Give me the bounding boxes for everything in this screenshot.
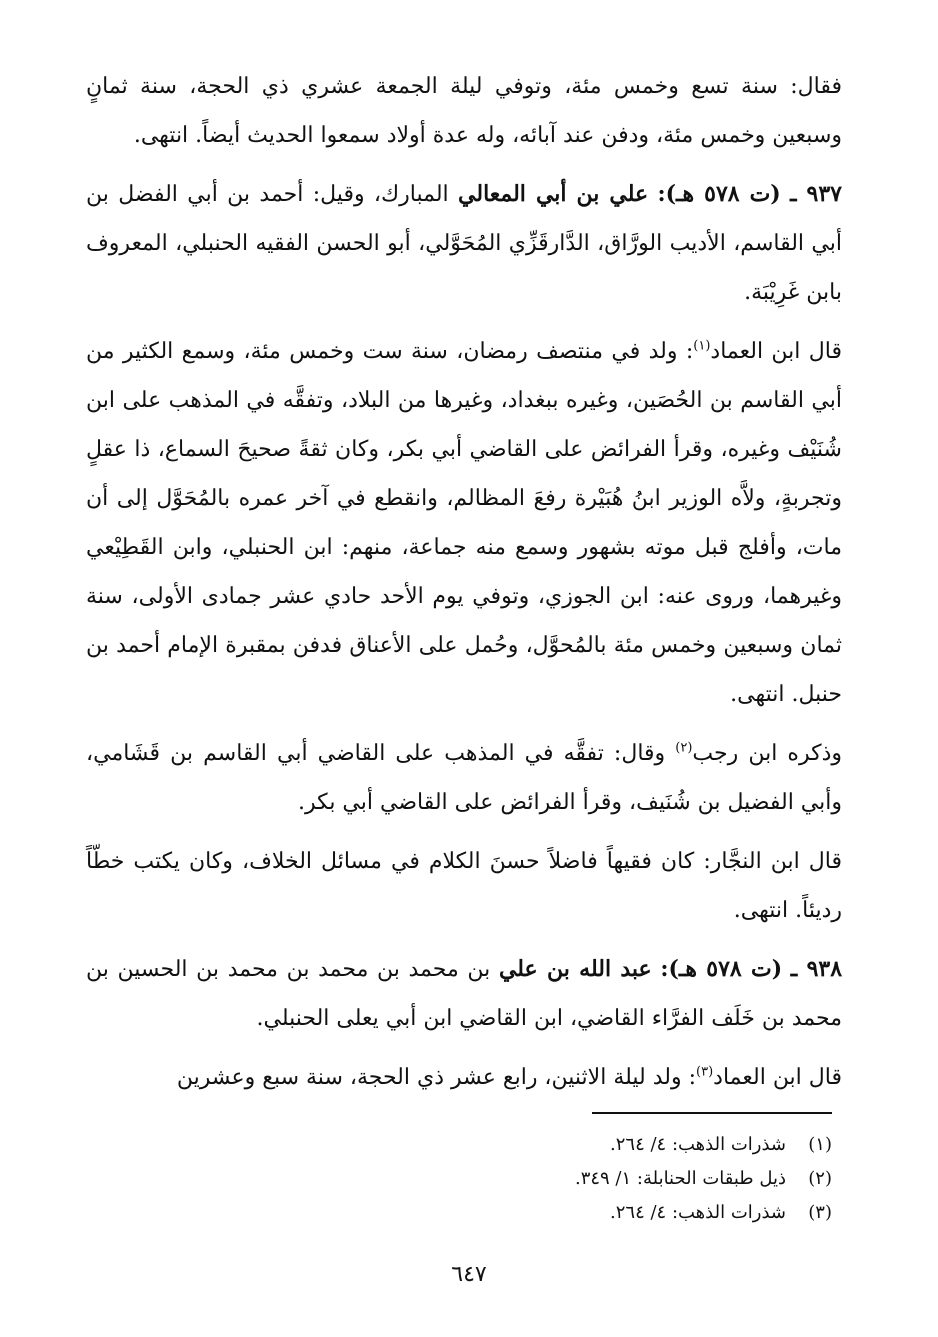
footnote-text: ذيل طبقات الحنابلة: ١/ ٣٤٩. [574,1168,786,1189]
entry-name: علي بن أبي المعالي [458,181,649,207]
entry-text: المبارك، وقيل: أحمد بن أبي الفضل بن أبي القاسم، الأديب الورَّاق، الدَّارقَزِّي المُحَوَّلي، أبو الحسن الفقيه الحنبلي، المعروف بابن غَرِيْبَة. [86,182,842,305]
entry-937 [86,170,842,317]
footnote-2 [132,1162,832,1196]
footnote-ref-3[interactable]: (٣) [696,1064,714,1080]
footnote-1 [132,1128,832,1162]
footnotes [132,1128,832,1230]
paragraph-text: : ولد ليلة الاثنين، رابع عشر ذي الحجة، سنة سبع وعشرين [176,1065,697,1090]
footnote-text: شذرات الذهب: ٤/ ٢٦٤. [610,1134,786,1155]
paragraph-5-text: قال ابن النجَّار: كان فقيهاً فاضلاً حسنَ الكلام في مسائل الخلاف، وكان يكتب خطّاً رديئاً. انتهى. [86,849,842,923]
paragraph-text: : ولد في منتصف رمضان، سنة ست وخمس مئة، وسمع الكثير من أبي القاسم بن الحُصَين، وغيره ببغداد، وغيرها من البلاد، وتفقَّه في المذهب على ابن شُنَيْف وغيره، وقرأ الفرائض على القاضي أبي بكر، وكان ثقةً صحيحَ السماع، ذا عقلٍ وتجربةٍ، ولاَّه الوزير ابنُ هُبَيْرة رفعَ المظالم، وانقطع في آخر عمره بالمُحَوَّل إلى أن مات، وأفلج قبل موته بشهور وسمع منه جماعة، منهم: ابن الحنبلي، وابن القَطِيْعي وغيرهما، وروى عنه: ابن الجوزي، وتوفي يوم الأحد حادي عشر جمادى الأولى، سنة ثمان وسبعين وخمس مئة بالمُحوَّل، وحُمل على الأعناق فدفن بمقبرة الإمام أحمد بن حنبل. انتهى. [86,339,842,707]
paragraph-7 [86,1053,842,1102]
paragraph-5 [86,837,842,935]
page-number: ٦٤٧ [451,1262,487,1287]
footnote-3 [132,1196,832,1230]
footnote-number: (٣) [808,1202,832,1223]
footnote-number: (١) [808,1134,832,1155]
paragraph-1-text: فقال: سنة تسع وخمس مئة، وتوفي ليلة الجمعة عشري ذي الحجة، سنة ثمانٍ وسبعين وخمس مئة، ودفن عند آبائه، وله عدة أولاد سمعوا الحديث أيضاً. انتهى. [86,74,842,148]
footnote-text: شذرات الذهب: ٤/ ٢٦٤. [610,1202,786,1223]
entry-text: بن محمد بن محمد بن محمد بن الحسين بن محمد بن خَلَف الفرَّاء القاضي، ابن القاضي ابن أبي يعلى الحنبلي. [86,957,842,1031]
entry-938 [86,945,842,1043]
paragraph-4 [86,729,842,827]
footnote-divider [592,1112,832,1114]
paragraph-lead: قال ابن العماد [713,1065,842,1090]
entry-number: ٩٣٨ ـ [790,956,843,982]
entry-number: ٩٣٧ ـ [790,181,842,207]
footnote-ref-2[interactable]: (٢) [675,740,693,756]
paragraph-3 [86,327,842,719]
paragraph-text: وقال: تفقَّه في المذهب على القاضي أبي القاسم بن قَشَامي، وأبي الفضيل بن شُنَيف، وقرأ الفرائض على القاضي أبي بكر. [86,741,842,815]
paragraph-lead: وذكره ابن رجب [692,741,842,766]
footnote-number: (٢) [808,1168,832,1189]
paragraph-lead: قال ابن العماد [710,339,842,364]
entry-name: عبد الله بن علي [498,956,652,982]
footnote-ref-1[interactable]: (١) [693,338,711,354]
death-date: (ت ٥٧٨ هـ): [657,181,781,207]
death-date: (ت ٥٧٨ هـ): [660,956,783,982]
paragraph-1 [86,62,842,160]
